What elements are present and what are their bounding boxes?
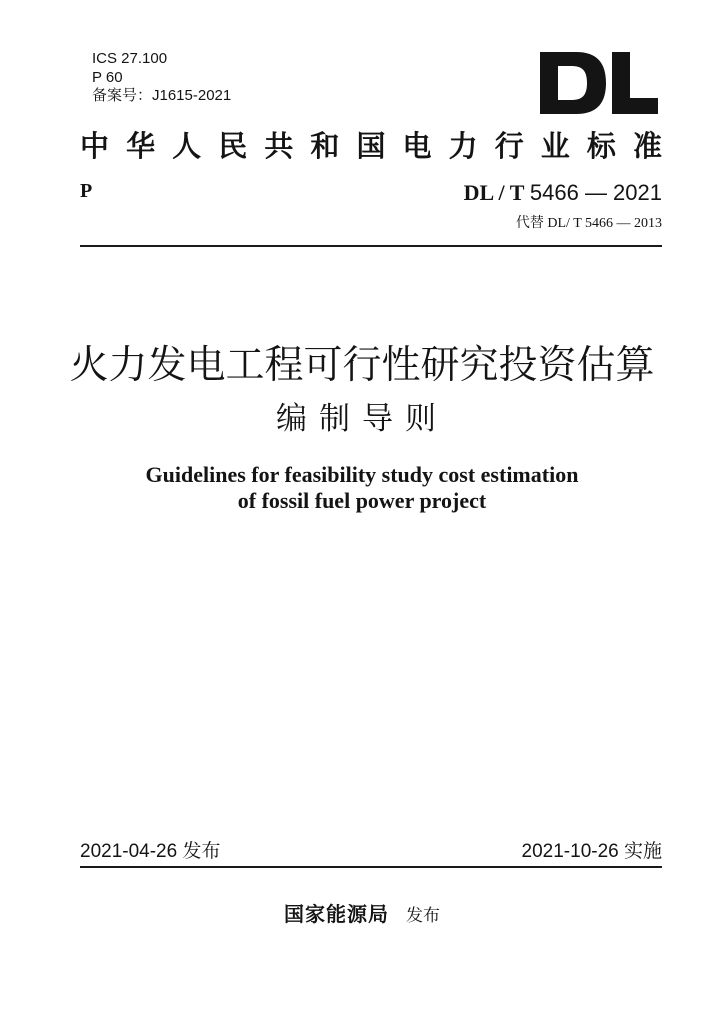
org-title-char: 民 (218, 129, 248, 163)
header-divider (80, 245, 662, 247)
org-title-char: 准 (632, 129, 662, 163)
issue-date: 2021-04-26 发布 (80, 841, 221, 862)
org-title-char: 行 (494, 129, 524, 163)
title-english-line2: of fossil fuel power project (237, 488, 487, 513)
org-title-char: 共 (264, 129, 294, 163)
publisher (0, 898, 724, 927)
title-chinese-line1: 火力发电工程可行性研究投资估算 (69, 343, 655, 388)
org-title-char: 中 (80, 129, 110, 163)
class-code: P 60 (92, 68, 123, 86)
org-title-char: 力 (448, 129, 478, 163)
implementation-date: 2021-10-26 实施 (521, 841, 662, 862)
footer-divider (80, 866, 662, 868)
standard-number (464, 180, 662, 206)
replaces-standard: 代替 DL/ T 5466 — 2013 (515, 216, 662, 231)
org-title-char: 国 (356, 129, 386, 163)
org-title-char: 人 (172, 129, 202, 163)
title-chinese-line2: 编制导则 (276, 401, 448, 437)
ics-code: ICS 27.100 (92, 50, 168, 67)
record-number: 备案号：J1615-2021 (92, 87, 232, 104)
publisher-action: 发布 (406, 906, 441, 926)
issuing-body-title (80, 128, 662, 164)
org-title-char: 电 (402, 129, 432, 163)
org-title-char: 和 (310, 129, 340, 163)
org-title-char: 华 (126, 129, 156, 163)
title-english-line1: Guidelines for feasibility study cost estimation (145, 462, 579, 487)
org-title-char: 标 (586, 129, 616, 163)
classification-block (92, 50, 231, 106)
standard-prefix: DL / T (463, 180, 525, 205)
dl-logo-icon (540, 52, 658, 114)
standard-code: 5466 — 2021 (529, 180, 662, 205)
org-title-char: 业 (540, 129, 570, 163)
category-letter: P (80, 180, 93, 202)
publisher-org: 国家能源局 (283, 902, 389, 926)
title-english (0, 462, 724, 514)
